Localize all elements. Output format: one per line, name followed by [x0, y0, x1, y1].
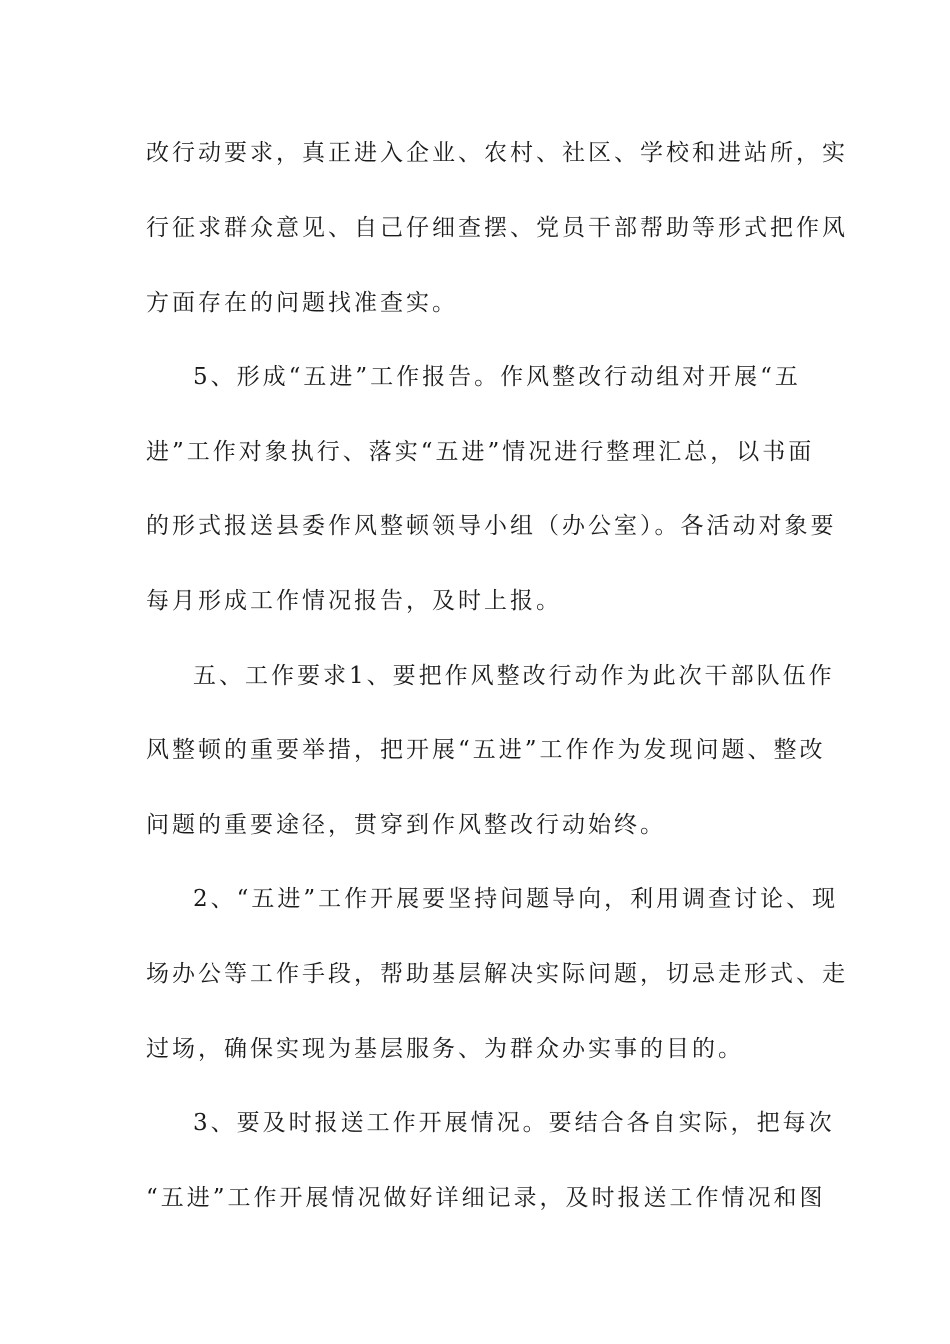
- text-line-11: 2、“五进”工作开展要坚持问题导向，利用调查讨论、现: [193, 886, 839, 912]
- text-line-14: 3、要及时报送工作开展情况。要结合各自实际，把每次: [193, 1110, 835, 1136]
- text-line-2: 行征求群众意见、自己仔细查摆、党员干部帮助等形式把作风: [146, 215, 848, 241]
- text-line-3: 方面存在的问题找准查实。: [146, 290, 458, 316]
- text-line-4: 5、形成“五进”工作报告。作风整改行动组对开展“五: [193, 364, 801, 390]
- text-line-7: 每月形成工作情况报告，及时上报。: [146, 588, 562, 614]
- text-line-10: 问题的重要途径，贯穿到作风整改行动始终。: [146, 812, 666, 838]
- text-line-9: 风整顿的重要举措，把开展“五进”工作作为发现问题、整改: [146, 737, 826, 763]
- text-line-15: “五进”工作开展情况做好详细记录，及时报送工作情况和图: [146, 1185, 826, 1211]
- text-line-1: 改行动要求，真正进入企业、农村、社区、学校和进站所，实: [146, 140, 848, 166]
- text-line-13: 过场，确保实现为基层服务、为群众办实事的目的。: [146, 1036, 744, 1062]
- text-line-5: 进”工作对象执行、落实“五进”情况进行整理汇总，以书面: [146, 439, 815, 465]
- text-line-8: 五、工作要求1、要把作风整改行动作为此次干部队伍作: [193, 663, 835, 689]
- text-line-6: 的形式报送县委作风整顿领导小组（办公室）。各活动对象要: [146, 513, 837, 539]
- text-line-12: 场办公等工作手段，帮助基层解决实际问题，切忌走形式、走: [146, 961, 848, 987]
